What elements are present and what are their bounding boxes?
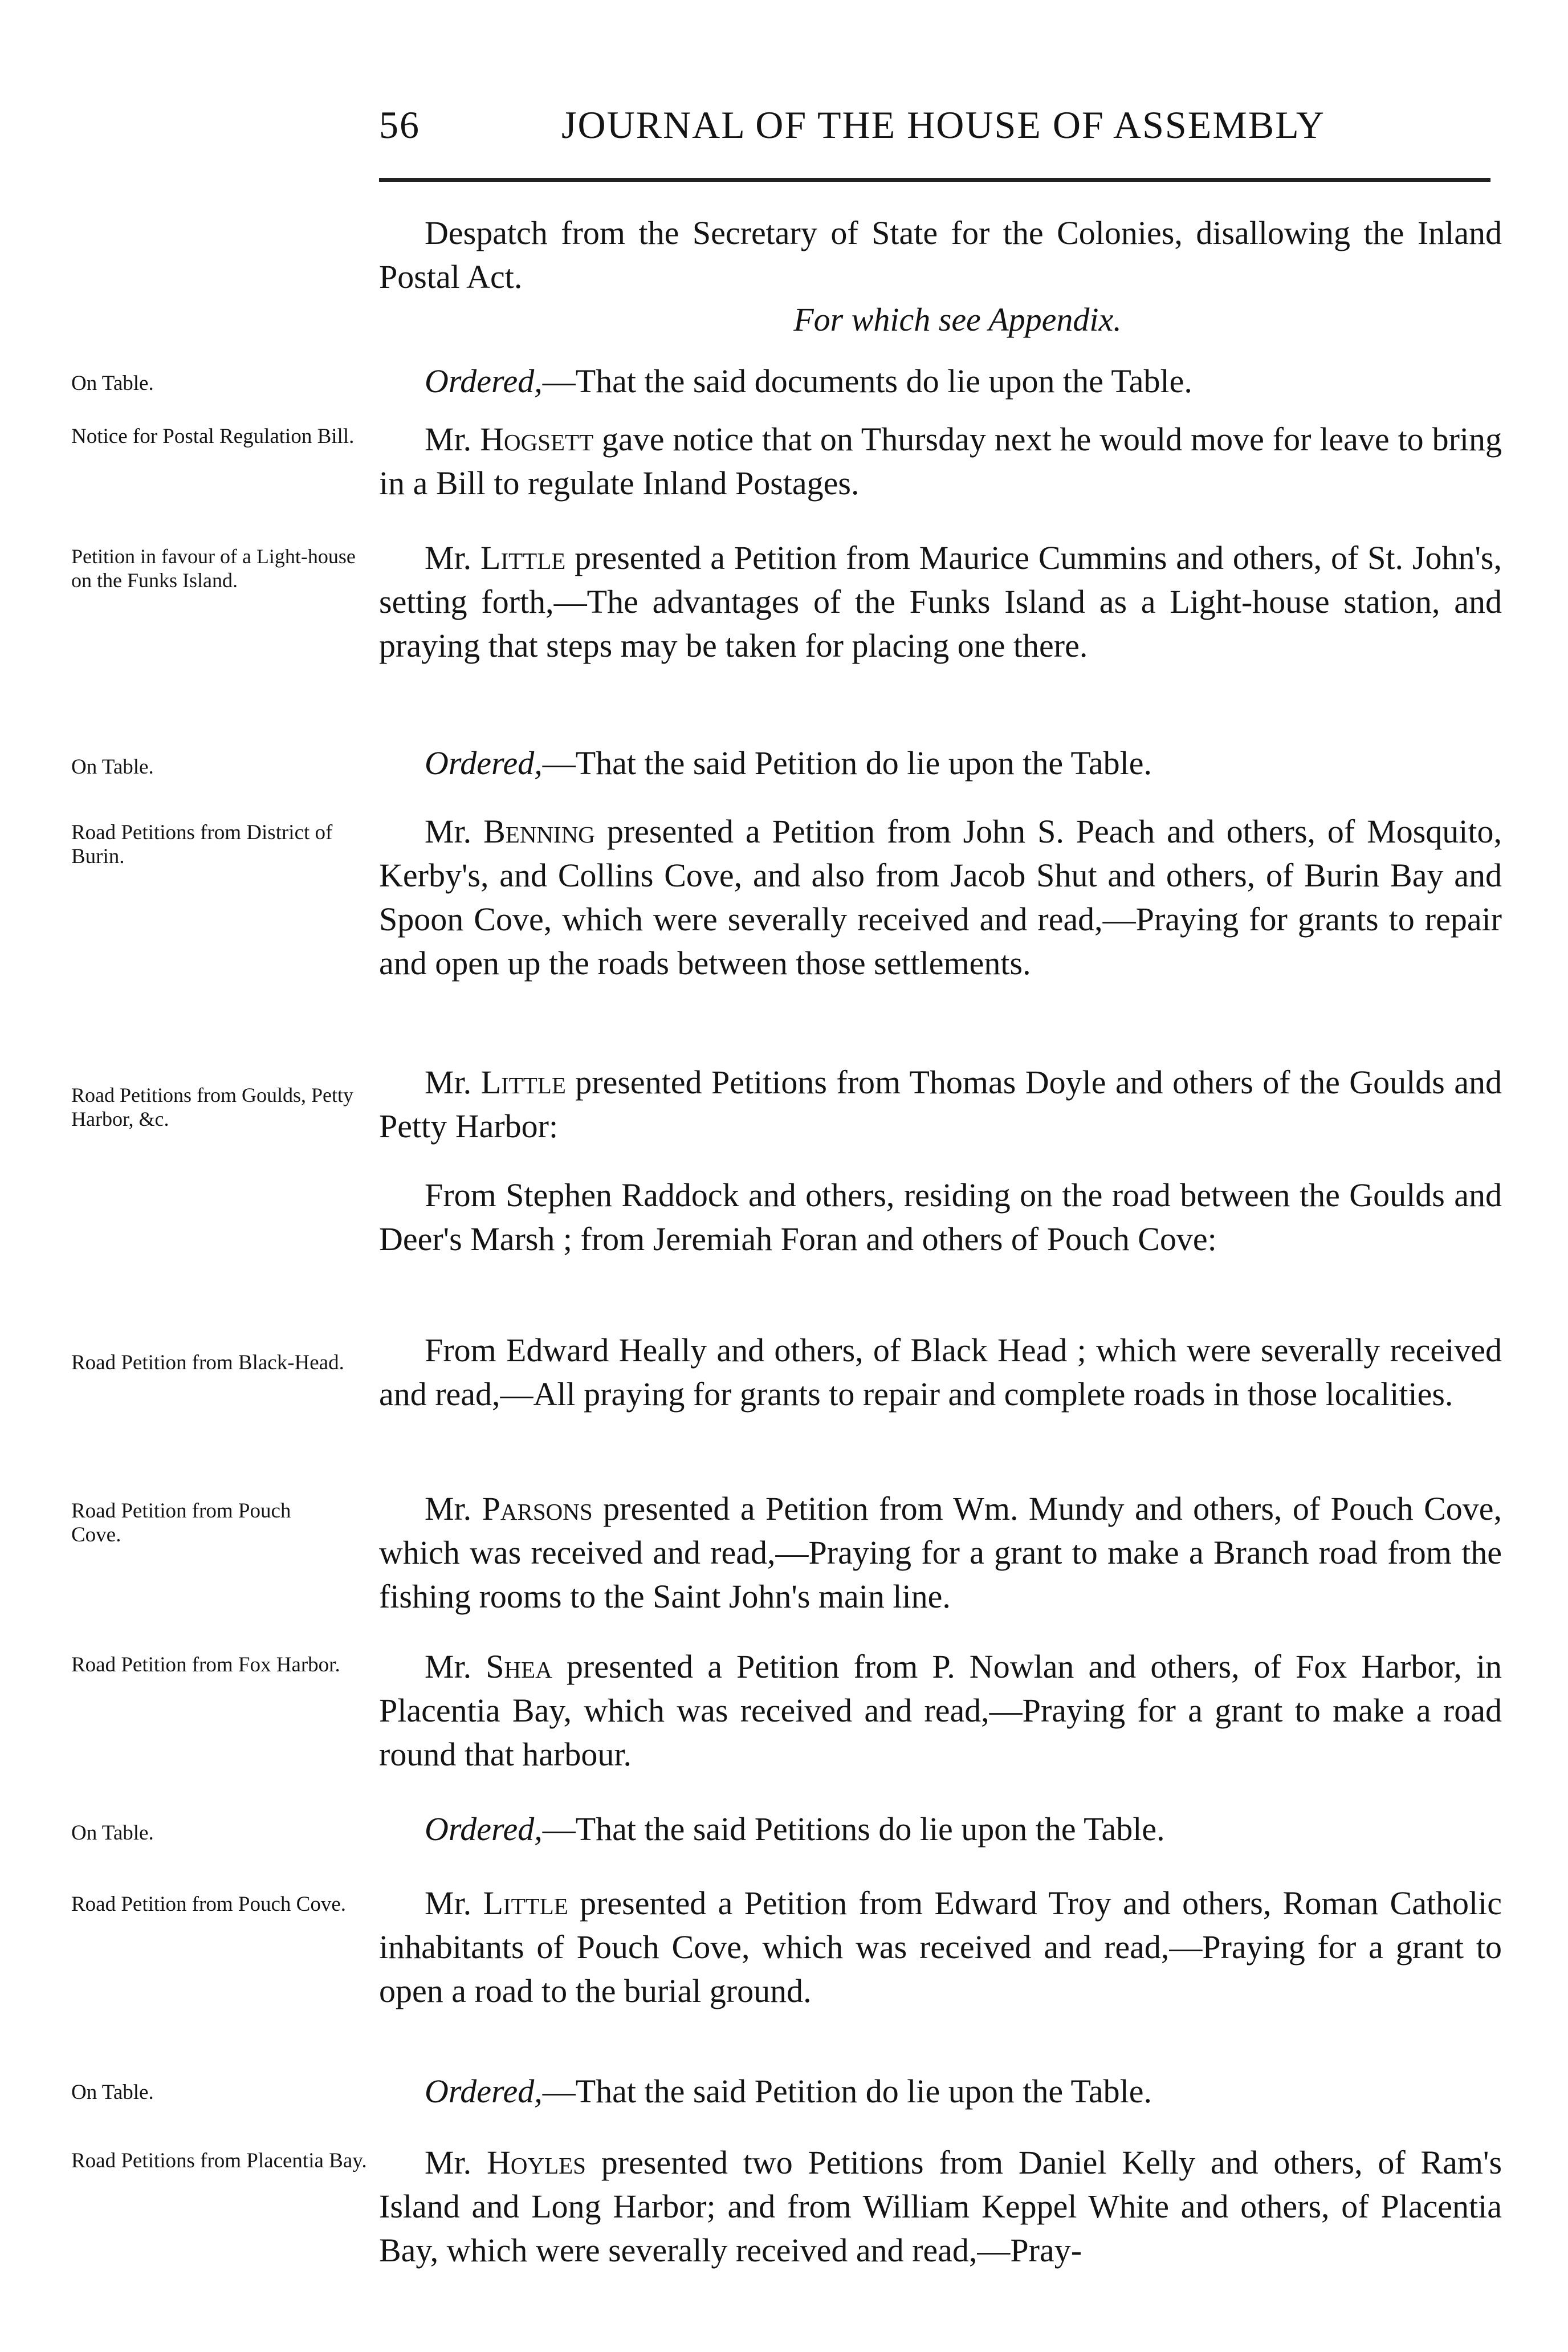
margin-note: Notice for Postal Regulation Bill.: [71, 425, 355, 448]
paragraph-petition: Mr. Little presented a Petition from Maurice Cummins and others, of St. John's, setting forth,—The advantages of the Funks Island as a Light-house station, and praying that steps may be taken for placing one there.: [379, 539, 1502, 664]
paragraph-ordered: Ordered,—That the said Petition do lie upon the Table.: [425, 744, 1152, 782]
paragraph-ordered: Ordered,—That the said documents do lie upon the Table.: [425, 363, 1192, 400]
paragraph-petition-continued: From Edward Heally and others, of Black Head ; which were severally received and read,—All praying for grants to repair and complete roads in those localities.: [379, 1332, 1502, 1413]
margin-note: Road Petition from Fox Harbor.: [71, 1653, 340, 1676]
margin-note: Road Petition from Pouch Cove.: [71, 1499, 291, 1547]
paragraph-ordered: Ordered,—That the said Petition do lie upon the Table.: [425, 2073, 1152, 2110]
paragraph-petition: Mr. Parsons presented a Petition from Wm. Mundy and others, of Pouch Cove, which was received and read,—Praying for a grant to make a Branch road from the fishing rooms to the Saint John's main line.: [379, 1490, 1502, 1615]
margin-note: Road Petitions from Placentia Bay.: [71, 2149, 367, 2172]
margin-note: On Table.: [71, 1821, 154, 1845]
margin-note: Road Petitions from District of Burin.: [71, 821, 333, 868]
paragraph-petition: Mr. Little presented a Petition from Edward Troy and others, Roman Catholic inhabitants of Pouch Cove, which was received and read,—Praying for a grant to open a road to the burial ground.: [379, 1885, 1502, 2009]
paragraph-petition-continued: From Stephen Raddock and others, residing on the road between the Goulds and Deer's Marsh ; from Jeremiah Foran and others of Pouch Cove:: [379, 1177, 1502, 1258]
header-rule: [379, 178, 1490, 182]
page-number: 56: [379, 103, 420, 147]
paragraph-ordered: Ordered,—That the said Petitions do lie upon the Table.: [425, 1810, 1165, 1848]
paragraph-petition: Mr. Benning presented a Petition from John S. Peach and others, of Mosquito, Kerby's, and Collins Cove, and also from Jacob Shut and others, of Burin Bay and Spoon Cove, which were severally received and read,—Praying for grants to repair and open up the roads between those settlements.: [379, 813, 1502, 982]
paragraph-petition: Mr. Hoyles presented two Petitions from Daniel Kelly and others, of Ram's Island and Long Harbor; and from William Keppel White and others, of Placentia Bay, which were severally received and read,—Pray-: [379, 2144, 1502, 2269]
page-title: JOURNAL OF THE HOUSE OF ASSEMBLY: [561, 103, 1325, 147]
margin-note: Road Petition from Pouch Cove.: [71, 1893, 346, 1916]
margin-note: On Table.: [71, 372, 154, 395]
margin-note: Road Petitions from Goulds, Petty Harbor, &c.: [71, 1084, 353, 1130]
page-header: [379, 97, 1490, 160]
paragraph-notice: Mr. Hogsett gave notice that on Thursday next he would move for leave to bring in a Bill to regulate Inland Postages.: [379, 421, 1502, 502]
margin-note: Petition in favour of a Light-house on the Funks Island.: [71, 545, 356, 592]
paragraph-petition: Mr. Little presented Petitions from Thomas Doyle and others of the Goulds and Petty Harbor:: [379, 1064, 1502, 1145]
appendix-note: For which see Appendix.: [793, 301, 1122, 338]
paragraph-petition: Mr. Shea presented a Petition from P. Nowlan and others, of Fox Harbor, in Placentia Bay, which was received and read,—Praying for a grant to make a road round that harbour.: [379, 1648, 1502, 1773]
margin-note: On Table.: [71, 755, 154, 779]
paragraph-despatch: Despatch from the Secretary of State for the Colonies, disallowing the Inland Postal Act.: [379, 214, 1502, 295]
margin-note: On Table.: [71, 2081, 154, 2104]
margin-note: Road Petition from Black-Head.: [71, 1351, 344, 1374]
